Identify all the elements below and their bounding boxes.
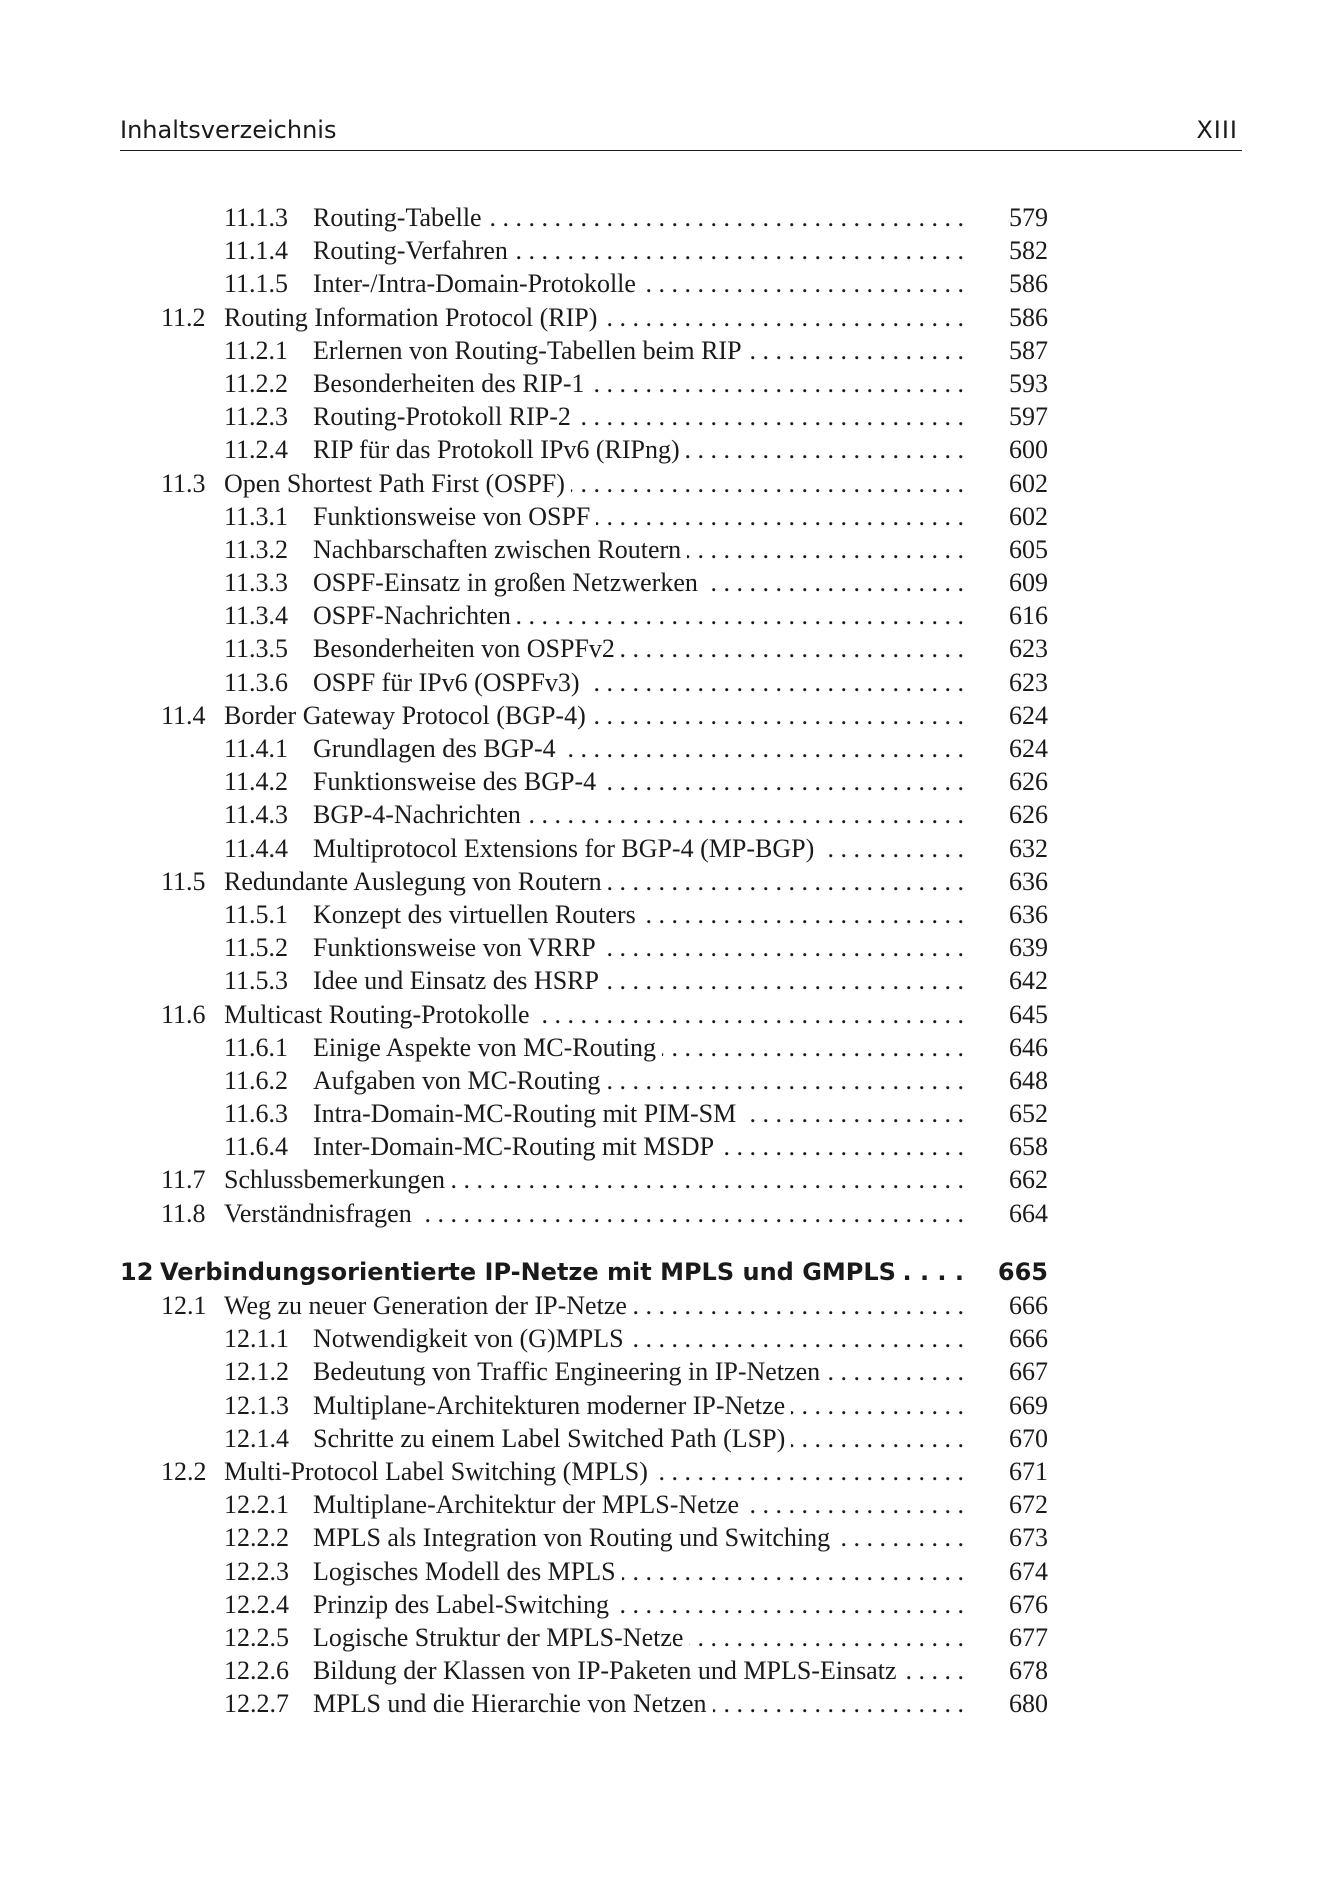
toc-entry-page: 648	[1009, 1065, 1048, 1095]
toc-entry-page: 597	[1009, 402, 1048, 432]
toc-entry-title: Routing-Protokoll RIP-2	[313, 402, 577, 431]
toc-entry-number: 11.5	[161, 866, 206, 896]
toc-entry-title-with-leader	[313, 1588, 964, 1621]
toc-entry-number: 12.2.4	[224, 1589, 289, 1619]
toc-entry-number: 11.8	[161, 1198, 206, 1228]
toc-entry-title-with-leader	[313, 1422, 964, 1455]
toc-subsection-entry[interactable]	[0, 500, 1331, 533]
toc-subsection-entry[interactable]	[0, 1588, 1331, 1621]
toc-entry-page: 645	[1009, 999, 1048, 1029]
toc-entry-title-with-leader	[313, 964, 964, 997]
toc-entry-number: 11.3.6	[224, 667, 289, 697]
toc-entry-page: 665	[997, 1257, 1048, 1286]
toc-entry-page: 639	[1009, 933, 1048, 963]
toc-entry-title-with-leader	[313, 765, 964, 798]
toc-entry-title-with-leader	[313, 1130, 964, 1163]
toc-subsection-entry[interactable]	[0, 1130, 1331, 1163]
toc-entry-page: 609	[1009, 568, 1048, 598]
toc-entry-title: Border Gateway Protocol (BGP-4)	[224, 701, 592, 730]
toc-entry-title-with-leader	[313, 1031, 964, 1064]
toc-entry-number: 12.1.3	[224, 1390, 289, 1420]
toc-chapter-entry[interactable]	[0, 1256, 1331, 1289]
toc-entry-title-with-leader	[224, 467, 964, 500]
toc-entry-title-with-leader	[313, 931, 964, 964]
toc-section-entry[interactable]	[0, 1163, 1331, 1196]
toc-subsection-entry[interactable]	[0, 964, 1331, 997]
toc-entry-title: Routing-Verfahren	[313, 236, 514, 265]
toc-entry-title-with-leader	[313, 1621, 964, 1654]
toc-entry-page: 646	[1009, 1032, 1048, 1062]
toc-entry-title: MPLS als Integration von Routing und Switching	[313, 1523, 836, 1552]
toc-subsection-entry[interactable]	[0, 599, 1331, 632]
toc-entry-title: Grundlagen des BGP-4	[313, 734, 562, 763]
toc-entry-page: 652	[1009, 1099, 1048, 1129]
toc-entry-title: Logische Struktur der MPLS-Netze	[313, 1623, 689, 1652]
toc-subsection-entry[interactable]	[0, 433, 1331, 466]
toc-entry-title-with-leader	[313, 367, 964, 400]
table-of-contents	[0, 201, 1331, 1720]
toc-entry-page: 671	[1009, 1456, 1048, 1486]
toc-entry-title: Multiprotocol Extensions for BGP-4 (MP-BGP)	[313, 834, 820, 863]
toc-entry-number: 11.3.2	[224, 534, 289, 564]
toc-entry-page: 666	[1009, 1291, 1048, 1320]
toc-subsection-entry[interactable]	[0, 533, 1331, 566]
toc-entry-title: Besonderheiten des RIP-1	[313, 369, 591, 398]
toc-entry-title-with-leader	[224, 699, 964, 732]
toc-subsection-entry[interactable]	[0, 267, 1331, 300]
toc-entry-title: Intra-Domain-MC-Routing mit PIM-SM	[313, 1099, 742, 1128]
toc-entry-page: 678	[1009, 1656, 1048, 1686]
toc-entry-title-with-leader	[313, 1355, 964, 1388]
toc-entry-title-with-leader	[313, 898, 964, 931]
toc-entry-title: Weg zu neuer Generation der IP-Netze	[224, 1291, 633, 1320]
toc-entry-title: Verständnisfragen	[224, 1199, 418, 1228]
toc-entry-title: Inter-Domain-MC-Routing mit MSDP	[313, 1132, 720, 1161]
toc-entry-page: 600	[1009, 435, 1048, 465]
toc-entry-number: 11.6	[161, 999, 206, 1029]
toc-subsection-entry[interactable]	[0, 1097, 1331, 1130]
toc-entry-title: Schritte zu einem Label Switched Path (LSP)	[313, 1424, 791, 1453]
toc-entry-title: Idee und Einsatz des HSRP	[313, 966, 605, 995]
toc-subsection-entry[interactable]	[0, 832, 1331, 865]
toc-subsection-entry[interactable]	[0, 732, 1331, 765]
toc-subsection-entry[interactable]	[0, 765, 1331, 798]
toc-subsection-entry[interactable]	[0, 334, 1331, 367]
toc-entry-title: Verbindungsorientierte IP-Netze mit MPLS und GMPLS	[160, 1258, 902, 1286]
toc-entry-title-with-leader	[313, 500, 964, 533]
toc-entry-page: 636	[1009, 866, 1048, 896]
toc-entry-number: 12.2.3	[224, 1556, 289, 1586]
toc-entry-number: 11.1.4	[224, 236, 289, 266]
toc-entry-title-with-leader	[313, 334, 964, 367]
toc-entry-title: MPLS und die Hierarchie von Netzen	[313, 1689, 713, 1718]
toc-entry-title-with-leader	[224, 301, 964, 334]
toc-entry-number: 11.4	[161, 700, 206, 730]
toc-entry-number: 12.2.7	[224, 1689, 289, 1719]
toc-entry-title-with-leader	[313, 433, 964, 466]
toc-entry-title-with-leader	[313, 1555, 964, 1588]
toc-subsection-entry[interactable]	[0, 1555, 1331, 1588]
toc-section-entry[interactable]	[0, 865, 1331, 898]
toc-entry-number: 11.5.3	[224, 966, 289, 996]
toc-entry-title-with-leader	[313, 1064, 964, 1097]
toc-entry-title-with-leader	[313, 267, 964, 300]
toc-entry-number: 12.2.5	[224, 1622, 289, 1652]
toc-entry-title-with-leader	[313, 1654, 964, 1687]
toc-entry-page: 579	[1009, 203, 1048, 232]
toc-entry-page: 664	[1009, 1198, 1048, 1228]
toc-entry-title: Funktionsweise des BGP-4	[313, 767, 602, 796]
toc-entry-title: Bildung der Klassen von IP-Paketen und MPLS-Einsatz	[313, 1656, 903, 1685]
toc-entry-page: 623	[1009, 634, 1048, 664]
toc-entry-number: 12.1.2	[224, 1357, 289, 1387]
toc-entry-title: Funktionsweise von OSPF	[313, 502, 596, 531]
toc-entry-page: 662	[1009, 1165, 1048, 1195]
toc-entry-title: Multiplane-Architektur der MPLS-Netze	[313, 1490, 745, 1519]
toc-entry-title: Routing Information Protocol (RIP)	[224, 303, 603, 332]
toc-entry-title-with-leader	[224, 865, 964, 898]
toc-entry-number: 11.2.1	[224, 335, 289, 365]
toc-entry-title: Funktionsweise von VRRP	[313, 933, 602, 962]
toc-entry-page: 667	[1009, 1357, 1048, 1387]
toc-entry-title-with-leader	[313, 666, 964, 699]
toc-subsection-entry[interactable]	[0, 1521, 1331, 1554]
toc-entry-title-with-leader	[313, 798, 964, 831]
toc-entry-page: 674	[1009, 1556, 1048, 1586]
toc-entry-page: 642	[1009, 966, 1048, 996]
toc-entry-title-with-leader	[313, 400, 964, 433]
toc-entry-title: Multicast Routing-Protokolle	[224, 1000, 536, 1029]
toc-entry-number: 11.2.3	[224, 402, 289, 432]
toc-entry-number: 11.3.5	[224, 634, 289, 664]
toc-entry-title: Prinzip des Label-Switching	[313, 1590, 615, 1619]
toc-entry-title: Open Shortest Path First (OSPF)	[224, 469, 571, 498]
toc-entry-page: 587	[1009, 335, 1048, 365]
toc-entry-title-with-leader	[224, 1455, 964, 1488]
toc-entry-title: OSPF-Einsatz in großen Netzwerken	[313, 568, 704, 597]
toc-entry-title: Erlernen von Routing-Tabellen beim RIP	[313, 336, 748, 365]
toc-entry-title-with-leader	[224, 1289, 964, 1322]
toc-subsection-entry[interactable]	[0, 632, 1331, 665]
toc-entry-number: 11.3.1	[224, 501, 289, 531]
header-title: Inhaltsverzeichnis	[120, 116, 337, 144]
toc-entry-page: 672	[1009, 1490, 1048, 1520]
toc-entry-title-with-leader	[313, 1488, 964, 1521]
toc-entry-title-with-leader	[224, 1197, 964, 1230]
toc-entry-number: 11.3	[161, 468, 206, 498]
toc-section-entry[interactable]	[0, 699, 1331, 732]
toc-entry-title-with-leader	[313, 1521, 964, 1554]
toc-entry-title-with-leader	[313, 832, 964, 865]
toc-entry-number: 11.6.4	[224, 1132, 289, 1162]
toc-entry-page: 605	[1009, 534, 1048, 564]
toc-entry-title: Redundante Auslegung von Routern	[224, 867, 608, 896]
toc-entry-title: OSPF-Nachrichten	[313, 601, 517, 630]
toc-entry-page: 593	[1009, 368, 1048, 398]
toc-entry-title: Multi-Protocol Label Switching (MPLS)	[224, 1457, 654, 1486]
toc-entry-page: 632	[1009, 833, 1048, 863]
page-header	[120, 110, 1242, 151]
toc-entry-title: Notwendigkeit von (G)MPLS	[313, 1324, 630, 1353]
toc-entry-page: 626	[1009, 800, 1048, 830]
toc-entry-page: 623	[1009, 667, 1048, 697]
toc-section-entry[interactable]	[0, 1197, 1331, 1230]
toc-entry-number: 11.6.1	[224, 1032, 289, 1062]
toc-entry-title-with-leader	[313, 732, 964, 765]
toc-entry-title-with-leader	[313, 1687, 964, 1720]
toc-section-entry[interactable]	[0, 467, 1331, 500]
toc-subsection-entry[interactable]	[0, 201, 1331, 234]
toc-entry-number: 12.1	[161, 1291, 207, 1320]
toc-entry-page: 626	[1009, 767, 1048, 797]
toc-entry-number: 11.7	[161, 1165, 206, 1195]
toc-entry-page: 624	[1009, 700, 1048, 730]
toc-entry-number: 11.5.1	[224, 899, 289, 929]
toc-entry-title: RIP für das Protokoll IPv6 (RIPng)	[313, 435, 686, 464]
toc-entry-page: 676	[1009, 1589, 1048, 1619]
toc-subsection-entry[interactable]	[0, 931, 1331, 964]
toc-subsection-entry[interactable]	[0, 798, 1331, 831]
toc-entry-number: 12.2	[161, 1456, 207, 1486]
toc-entry-title: Aufgaben von MC-Routing	[313, 1066, 606, 1095]
toc-entry-title: Schlussbemerkungen	[224, 1165, 451, 1194]
toc-subsection-entry[interactable]	[0, 1621, 1331, 1654]
toc-entry-title: Einige Aspekte von MC-Routing	[313, 1033, 662, 1062]
toc-entry-number: 11.3.3	[224, 568, 289, 598]
toc-entry-title-with-leader	[313, 201, 964, 234]
toc-entry-page: 586	[1009, 269, 1048, 299]
toc-entry-page: 624	[1009, 734, 1048, 763]
toc-subsection-entry[interactable]	[0, 1422, 1331, 1455]
toc-subsection-entry[interactable]	[0, 1031, 1331, 1064]
toc-subsection-entry[interactable]	[0, 234, 1331, 267]
toc-entry-title: Multiplane-Architekturen moderner IP-Netze	[313, 1391, 791, 1420]
toc-entry-number: 11.2.2	[224, 368, 289, 398]
toc-entry-title: Bedeutung von Traffic Engineering in IP-Netzen	[313, 1357, 826, 1386]
toc-subsection-entry[interactable]	[0, 1488, 1331, 1521]
toc-entry-number: 12.2.1	[224, 1490, 289, 1520]
toc-entry-title: Besonderheiten von OSPFv2	[313, 634, 621, 663]
toc-entry-number: 11.6.3	[224, 1099, 289, 1129]
toc-subsection-entry[interactable]	[0, 1064, 1331, 1097]
toc-section-entry[interactable]	[0, 1289, 1331, 1322]
toc-entry-title: Nachbarschaften zwischen Routern	[313, 535, 687, 564]
toc-entry-number: 11.4.1	[224, 734, 289, 763]
toc-entry-number: 12.2.2	[224, 1523, 289, 1553]
toc-subsection-entry[interactable]	[0, 400, 1331, 433]
toc-entry-number: 12.1.1	[224, 1324, 289, 1354]
toc-entry-title-with-leader	[313, 234, 964, 267]
toc-entry-number: 11.5.2	[224, 933, 289, 963]
toc-entry-number: 11.1.3	[224, 203, 289, 232]
toc-subsection-entry[interactable]	[0, 898, 1331, 931]
toc-section-entry[interactable]	[0, 301, 1331, 334]
toc-entry-title: Routing-Tabelle	[313, 203, 488, 232]
toc-entry-title-with-leader	[160, 1256, 964, 1289]
toc-entry-page: 586	[1009, 302, 1048, 332]
toc-subsection-entry[interactable]	[0, 367, 1331, 400]
toc-subsection-entry[interactable]	[0, 1389, 1331, 1422]
toc-subsection-entry[interactable]	[0, 1687, 1331, 1720]
toc-entry-title: Inter-/Intra-Domain-Protokolle	[313, 269, 642, 298]
toc-subsection-entry[interactable]	[0, 1355, 1331, 1388]
toc-entry-number: 11.2	[161, 302, 206, 332]
toc-entry-number: 11.4.4	[224, 833, 289, 863]
toc-entry-page: 680	[1009, 1689, 1048, 1719]
toc-subsection-entry[interactable]	[0, 566, 1331, 599]
toc-entry-page: 636	[1009, 899, 1048, 929]
toc-entry-title: OSPF für IPv6 (OSPFv3)	[313, 668, 586, 697]
toc-entry-number: 11.2.4	[224, 435, 289, 465]
toc-entry-title: Konzept des virtuellen Routers	[313, 900, 642, 929]
toc-entry-number: 11.6.2	[224, 1065, 289, 1095]
toc-entry-page: 602	[1009, 501, 1048, 531]
toc-subsection-entry[interactable]	[0, 666, 1331, 699]
toc-entry-page: 658	[1009, 1132, 1048, 1162]
toc-entry-title: BGP-4-Nachrichten	[313, 800, 527, 829]
toc-entry-title-with-leader	[313, 1322, 964, 1355]
toc-entry-page: 669	[1009, 1390, 1048, 1420]
header-page-number: XIII	[1196, 116, 1238, 144]
toc-subsection-entry[interactable]	[0, 1654, 1331, 1687]
toc-entry-title-with-leader	[313, 599, 964, 632]
toc-entry-title-with-leader	[224, 998, 964, 1031]
toc-entry-page: 677	[1009, 1622, 1048, 1652]
toc-entry-title: Logisches Modell des MPLS	[313, 1557, 622, 1586]
toc-entry-page: 666	[1009, 1324, 1048, 1354]
toc-entry-title-with-leader	[313, 566, 964, 599]
toc-entry-page: 602	[1009, 468, 1048, 498]
toc-entry-number: 11.4.3	[224, 800, 289, 830]
toc-entry-title-with-leader	[313, 1097, 964, 1130]
toc-entry-number: 11.3.4	[224, 601, 289, 631]
toc-entry-number: 12.1.4	[224, 1423, 289, 1453]
toc-entry-number: 12	[120, 1257, 154, 1286]
toc-entry-title-with-leader	[313, 533, 964, 566]
toc-entry-number: 11.4.2	[224, 767, 289, 797]
toc-entry-page: 673	[1009, 1523, 1048, 1553]
toc-entry-page: 670	[1009, 1423, 1048, 1453]
toc-entry-title-with-leader	[313, 632, 964, 665]
toc-entry-number: 11.1.5	[224, 269, 289, 299]
toc-entry-number: 12.2.6	[224, 1656, 289, 1686]
toc-subsection-entry[interactable]	[0, 1322, 1331, 1355]
toc-section-entry[interactable]	[0, 998, 1331, 1031]
toc-entry-title-with-leader	[313, 1389, 964, 1422]
toc-entry-page: 582	[1009, 236, 1048, 266]
toc-entry-page: 616	[1009, 601, 1048, 631]
toc-entry-title-with-leader	[224, 1163, 964, 1196]
toc-section-entry[interactable]	[0, 1455, 1331, 1488]
